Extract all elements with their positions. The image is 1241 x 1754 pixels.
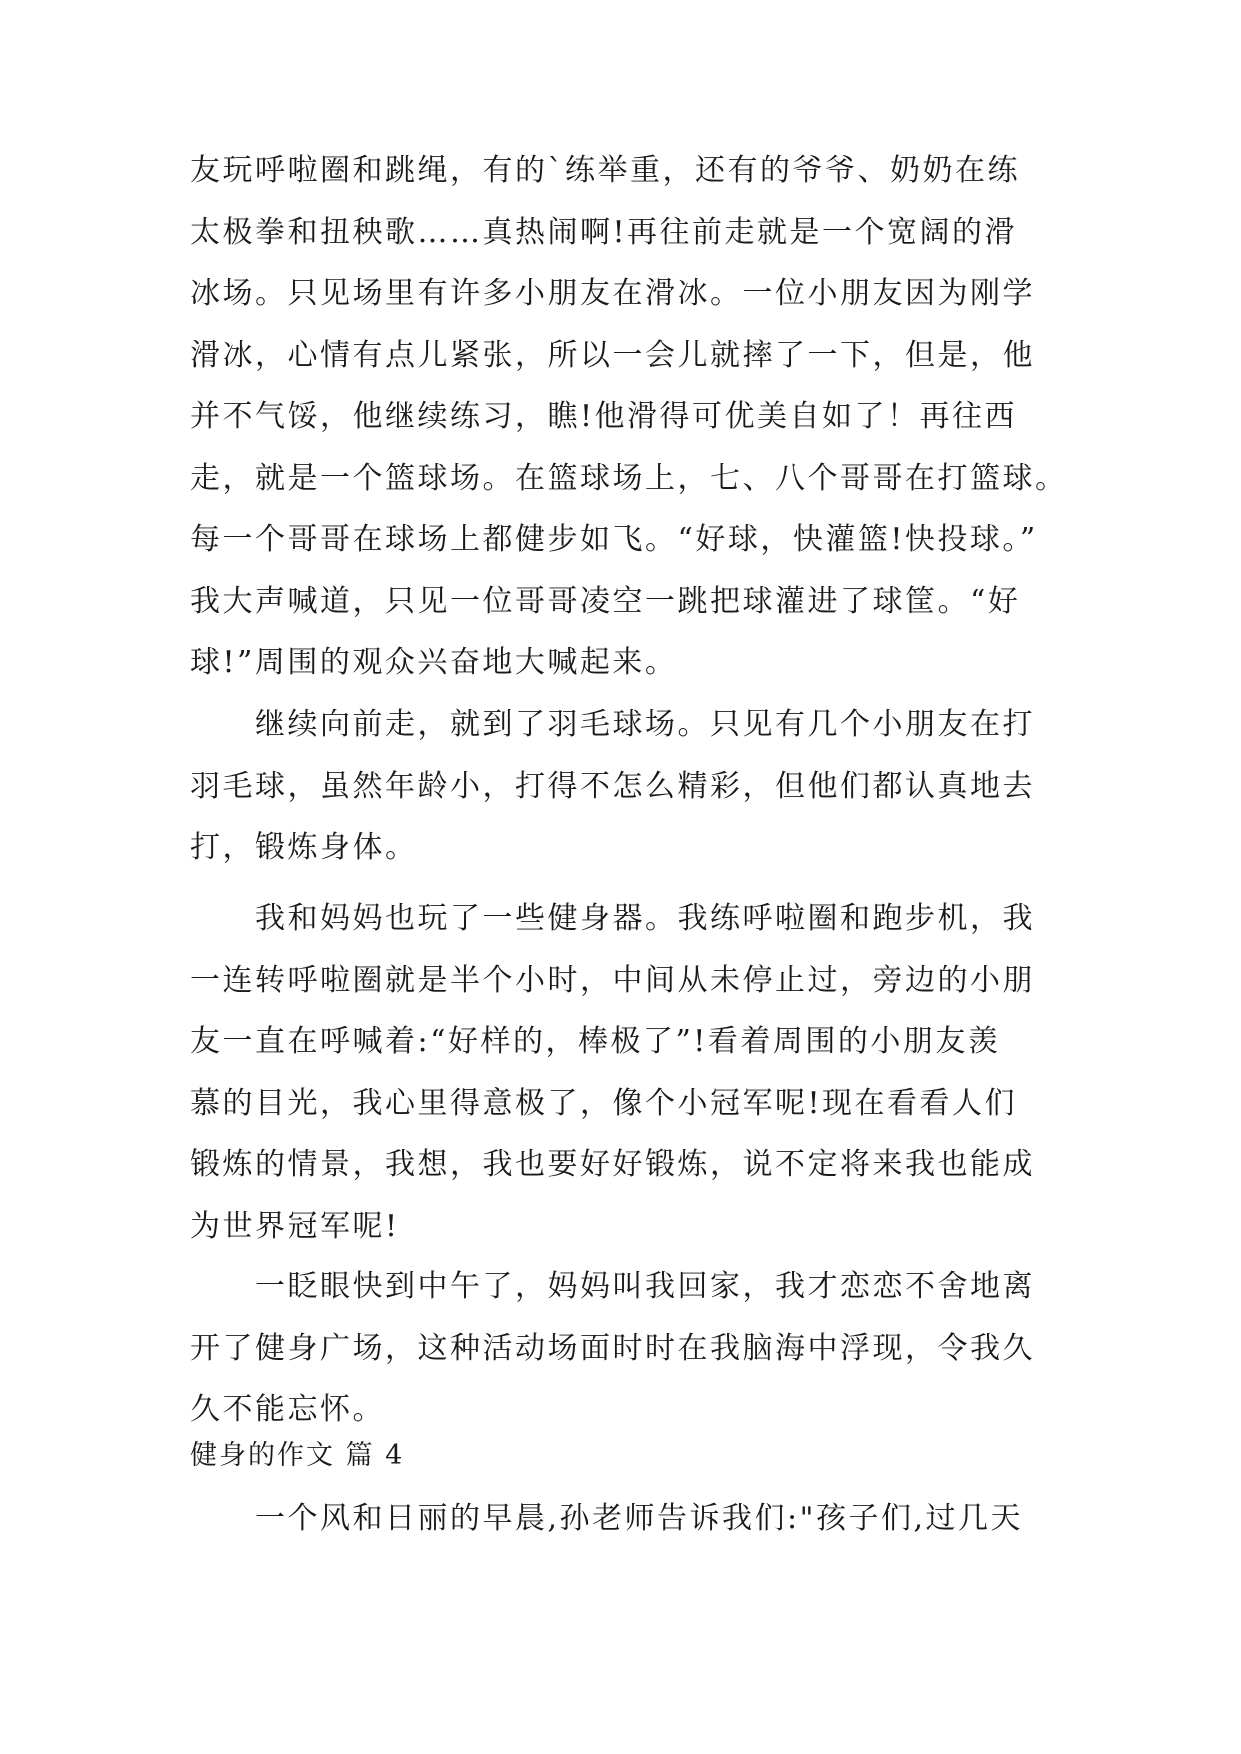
- text-line: 为世界冠军呢!: [190, 1208, 400, 1244]
- text-line: 开了健身广场，这种活动场面时时在我脑海中浮现，令我久: [190, 1330, 1035, 1366]
- text-line: 冰场。只见场里有许多小朋友在滑冰。一位小朋友因为刚学: [190, 276, 1035, 311]
- text-line: 继续向前走，就到了羽毛球场。只见有几个小朋友在打: [190, 707, 1035, 742]
- text-line: 并不气馁，他继续练习，瞧!他滑得可优美自如了！再往西: [190, 399, 1018, 434]
- text-line: 球!”周围的观众兴奋地大喊起来。: [190, 645, 678, 680]
- text-line: 我和妈妈也玩了一些健身器。我练呼啦圈和跑步机，我: [190, 901, 1035, 936]
- text-line: 友玩呼啦圈和跳绳，有的`练举重，还有的爷爷、奶奶在练: [190, 153, 1020, 188]
- text-line: 我大声喊道，只见一位哥哥凌空一跳把球灌进了球筐。“好: [190, 583, 1021, 619]
- paragraph-3: [190, 888, 1050, 1257]
- paragraph-1: [190, 140, 1068, 694]
- text-line: 一连转呼啦圈就是半个小时，中间从未停止过，旁边的小朋: [190, 962, 1035, 998]
- text-line: 打，锻炼身体。: [190, 830, 418, 865]
- text-line: 每一个哥哥在球场上都健步如飞。“好球，快灌篮!快投球。”: [190, 522, 1038, 557]
- text-line: 滑冰，心情有点儿紧张，所以一会儿就摔了一下，但是，他: [190, 337, 1035, 373]
- text-line: 一眨眼快到中午了，妈妈叫我回家，我才恋恋不舍地离: [190, 1269, 1035, 1304]
- text-line: 久不能忘怀。: [190, 1392, 385, 1427]
- section-heading: 健身的作文 篇 4: [190, 1440, 405, 1471]
- text-line: 羽毛球，虽然年龄小，打得不怎么精彩，但他们都认真地去: [190, 768, 1035, 804]
- text-line: 锻炼的情景，我想，我也要好好锻炼，说不定将来我也能成: [190, 1147, 1035, 1182]
- paragraph-5: [190, 1488, 1050, 1550]
- text-line: 友一直在呼喊着:“好样的，棒极了”!看着周围的小朋友羡: [190, 1024, 1001, 1059]
- paragraph-4: [190, 1256, 1050, 1441]
- text-line: 太极拳和扭秧歌……真热闹啊!再往前走就是一个宽阔的滑: [190, 214, 1018, 250]
- text-line: 一个风和日丽的早晨,孙老师告诉我们:"孩子们,过几天: [190, 1501, 1023, 1536]
- text-line: 慕的目光，我心里得意极了，像个小冠军呢!现在看看人们: [190, 1085, 1018, 1121]
- text-line: 走，就是一个篮球场。在篮球场上，七、八个哥哥在打篮球。: [190, 460, 1068, 496]
- paragraph-2: [190, 694, 1050, 879]
